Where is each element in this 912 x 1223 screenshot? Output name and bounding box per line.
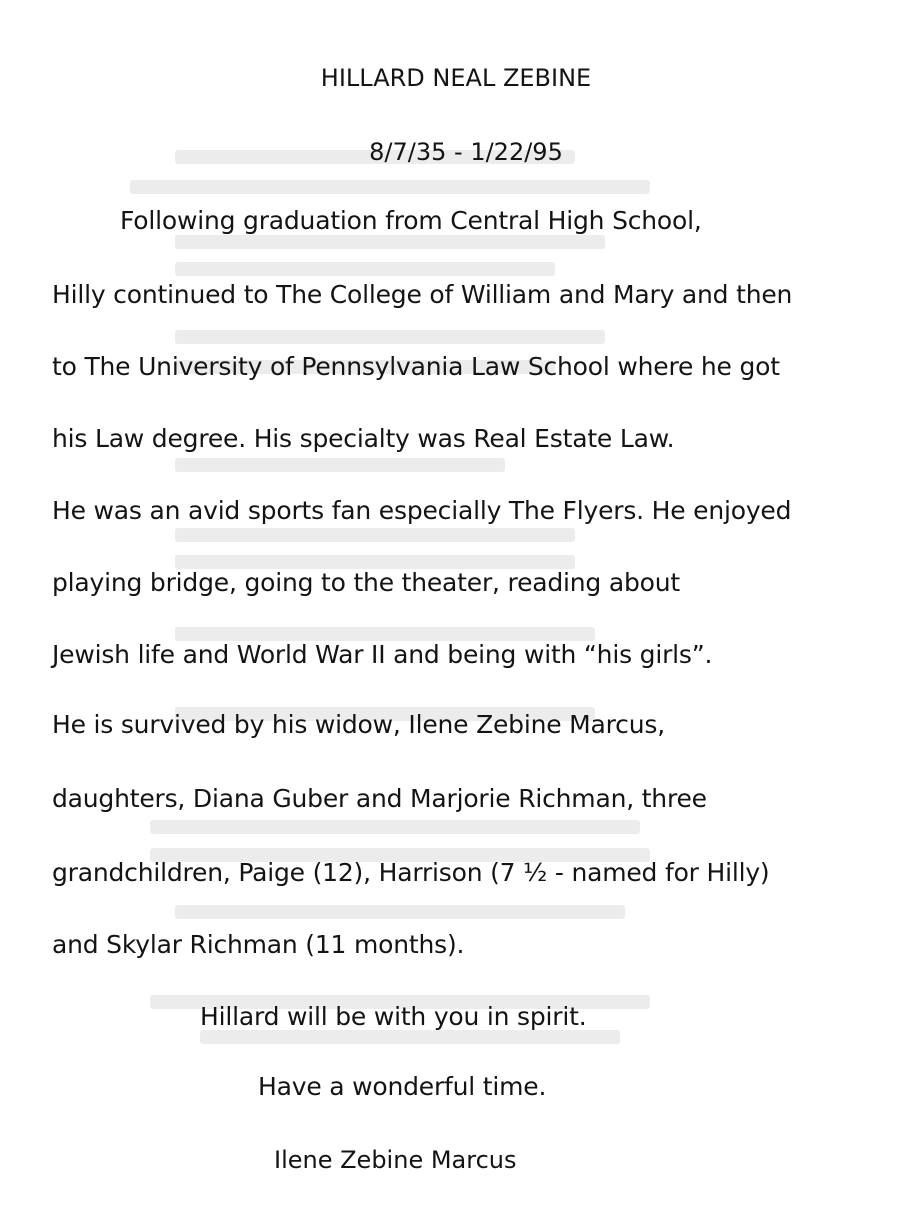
body-line-3: to The University of Pennsylvania Law School where he got [52,352,780,381]
signature: Ilene Zebine Marcus [274,1146,517,1174]
body-line-6: playing bridge, going to the theater, reading about [52,568,680,597]
body-line-5: He was an avid sports fan especially The Flyers. He enjoyed [52,496,792,525]
body-line-9: daughters, Diana Guber and Marjorie Richman, three [52,784,707,813]
body-line-7: Jewish life and World War II and being with “his girls”. [52,640,713,669]
body-line-2: Hilly continued to The College of William and Mary and then [52,280,793,309]
body-line-10: grandchildren, Paige (12), Harrison (7 ½ - named for Hilly) [52,858,770,887]
memorial-heading: HILLARD NEAL ZEBINE [320,64,592,92]
life-dates: 8/7/35 - 1/22/95 [369,138,563,166]
body-line-4: his Law degree. His specialty was Real Estate Law. [52,424,675,453]
wish-line: Have a wonderful time. [258,1072,547,1101]
body-line-8: He is survived by his widow, Ilene Zebine Marcus, [52,710,665,739]
body-line-1: Following graduation from Central High School, [120,206,702,235]
body-line-11: and Skylar Richman (11 months). [52,930,465,959]
closing-line: Hillard will be with you in spirit. [200,1002,587,1031]
